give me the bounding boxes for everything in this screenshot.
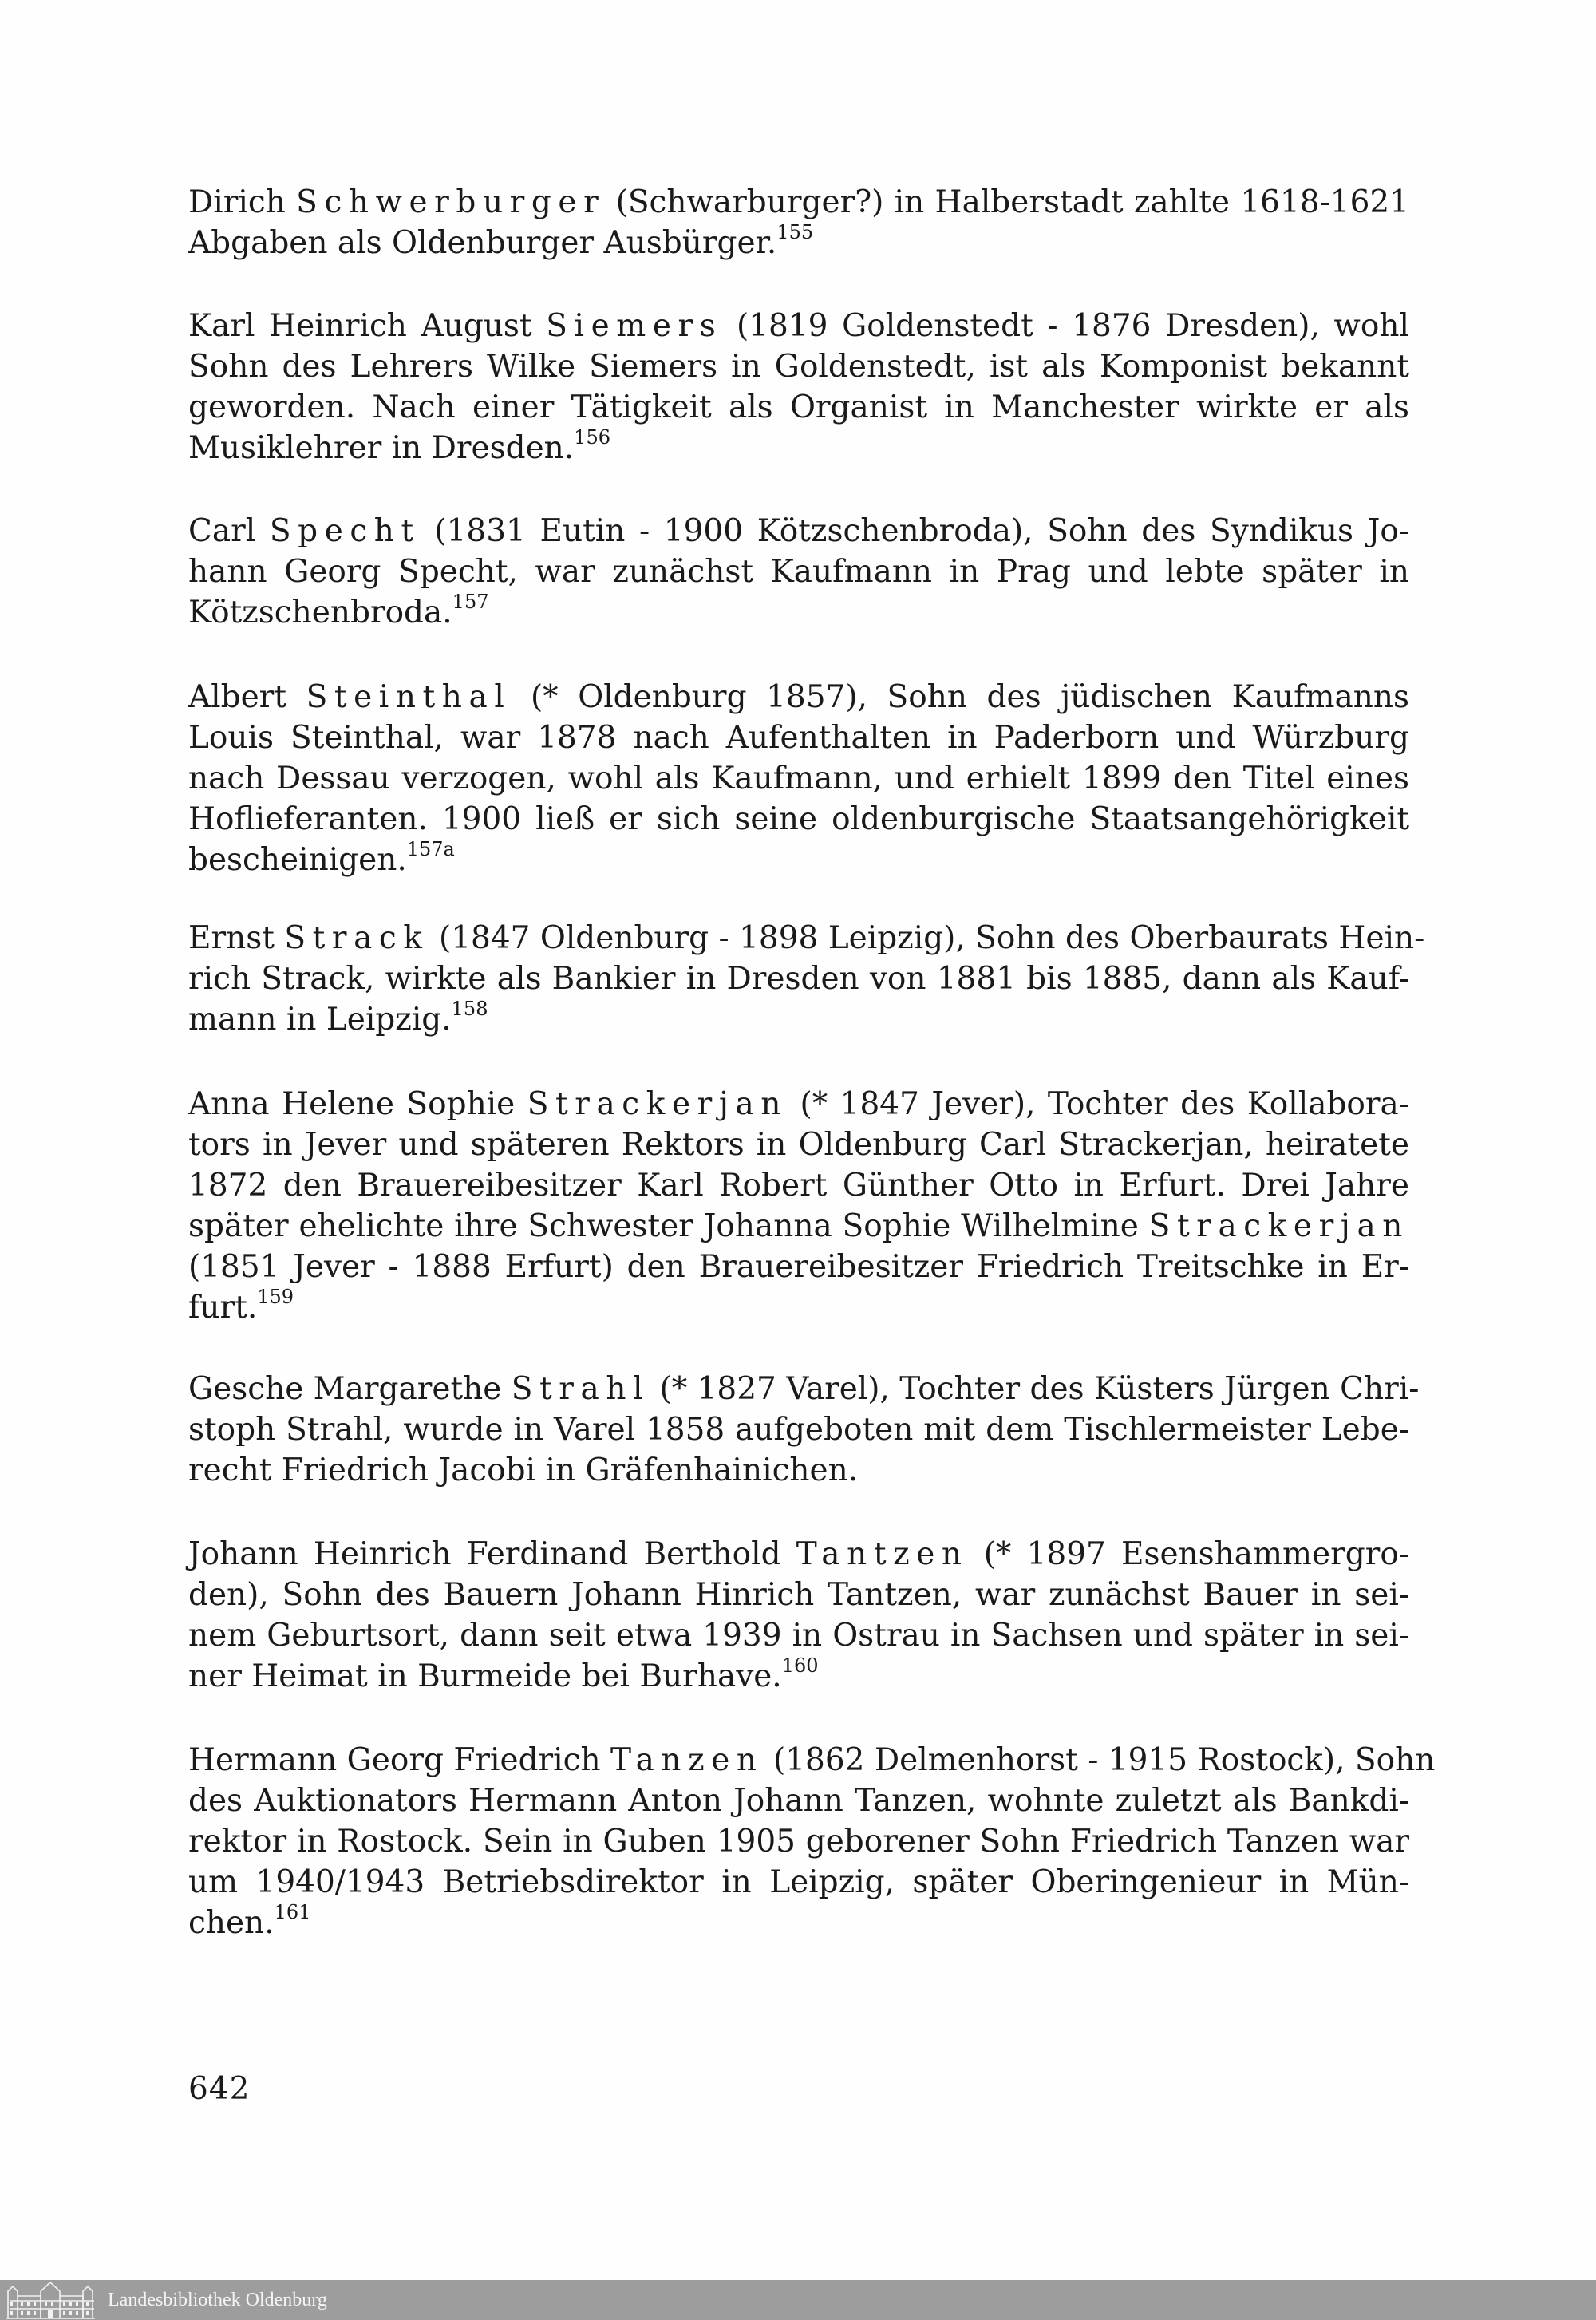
biography-entry — [188, 1740, 1436, 1943]
surname-spaced: Tanzen — [610, 1742, 764, 1778]
text-line — [188, 1575, 1409, 1615]
text-run: Kötzschenbroda. — [188, 595, 452, 630]
biography-entry — [188, 1084, 1409, 1328]
text-run: nach Dessau verzogen, wohl als Kaufmann, und erhielt 1899 den Titel eines — [188, 761, 1409, 796]
text-run: Albert — [188, 679, 306, 715]
surname-spaced: Siemers — [546, 308, 723, 344]
text-line — [188, 428, 1409, 468]
biography-entry — [188, 677, 1409, 880]
biography-entry — [188, 306, 1409, 468]
text-line — [188, 1534, 1409, 1575]
biography-entry — [188, 1369, 1420, 1491]
text-run: (Schwarburger?) in Halberstadt zahlte 1618-1621 — [605, 184, 1410, 220]
text-line — [188, 717, 1409, 758]
text-run: (1851 Jever - 1888 Erfurt) den Brauereibesitzer Friedrich Treitschke in Er- — [188, 1249, 1409, 1285]
text-line — [188, 758, 1409, 799]
text-line — [188, 999, 1409, 1040]
text-run: Ernst — [188, 920, 285, 956]
text-run: (1862 Delmenhorst - 1915 Rostock), Sohn — [763, 1742, 1436, 1778]
text-line — [188, 1656, 1409, 1697]
text-line — [188, 918, 1425, 958]
footnote-ref: 156 — [574, 426, 610, 449]
text-run: später ehelichte ihre Schwester Johanna Sophie Wilhelmine — [188, 1208, 1149, 1244]
footnote-ref: 157a — [406, 838, 455, 860]
text-run: Anna Helene Sophie — [188, 1086, 527, 1122]
text-line — [188, 592, 1409, 633]
text-line — [188, 1615, 1409, 1656]
text-run: furt. — [188, 1290, 258, 1326]
text-line — [188, 1409, 1409, 1450]
text-run: Dirich — [188, 184, 297, 220]
text-run: tors in Jever und späteren Rektors in Oldenburg Carl Strackerjan, heiratete — [188, 1127, 1409, 1163]
text-run: (1819 Goldenstedt - 1876 Dresden), wohl — [722, 308, 1409, 344]
text-run: Carl — [188, 513, 270, 549]
text-run: rektor in Rostock. Sein in Guben 1905 geborener Sohn Friedrich Tanzen war — [188, 1824, 1409, 1860]
text-line — [188, 840, 1409, 880]
text-run: den), Sohn des Bauern Johann Hinrich Tantzen, war zunächst Bauer in sei- — [188, 1577, 1409, 1613]
surname-spaced: Strackerjan — [1148, 1208, 1409, 1244]
text-run: ner Heimat in Burmeide bei Burhave. — [188, 1658, 782, 1694]
text-line — [188, 1084, 1409, 1124]
text-run: nem Geburtsort, dann seit etwa 1939 in Ostrau in Sachsen und später in sei- — [188, 1618, 1409, 1654]
library-name: Landesbibliothek Oldenburg — [108, 2289, 327, 2310]
text-run: Abgaben als Oldenburger Ausbürger. — [188, 225, 777, 261]
surname-spaced: Strahl — [511, 1371, 650, 1407]
text-run: geworden. Nach einer Tätigkeit als Organist in Manchester wirkte er als — [188, 389, 1409, 425]
text-line — [188, 511, 1409, 551]
text-line — [188, 551, 1409, 592]
footnote-ref: 158 — [451, 998, 488, 1020]
text-run: (* 1847 Jever), Tochter des Kollabora- — [788, 1086, 1409, 1122]
text-line — [188, 677, 1409, 717]
text-line — [188, 1124, 1409, 1165]
text-line — [188, 223, 1409, 263]
surname-spaced: Strackerjan — [527, 1086, 788, 1122]
text-run: bescheinigen. — [188, 842, 407, 878]
text-run: Gesche Margarethe — [188, 1371, 512, 1407]
text-line — [188, 346, 1409, 387]
footnote-ref: 155 — [776, 221, 814, 243]
text-line — [188, 1206, 1409, 1247]
biography-entry — [188, 918, 1425, 1040]
text-run: hann Georg Specht, war zunächst Kaufmann in Prag und lebte später in — [188, 554, 1409, 590]
footnote-ref: 161 — [274, 1901, 311, 1923]
text-line — [188, 1287, 1409, 1328]
page-number: 642 — [188, 2071, 251, 2107]
library-building-icon — [5, 2280, 97, 2320]
text-line — [188, 1450, 1409, 1491]
text-line — [188, 1821, 1409, 1862]
text-line — [188, 958, 1409, 999]
text-run: des Auktionators Hermann Anton Johann Tanzen, wohnte zuletzt als Bankdi- — [188, 1783, 1409, 1819]
biography-entry — [188, 182, 1409, 263]
surname-spaced: Tantzen — [796, 1536, 969, 1572]
footnote-ref: 159 — [257, 1286, 294, 1308]
biography-entry — [188, 1534, 1409, 1697]
text-line — [188, 306, 1409, 346]
text-line — [188, 182, 1409, 223]
text-run: Louis Steinthal, war 1878 nach Aufenthalten in Paderborn und Würzburg — [188, 720, 1409, 756]
text-line — [188, 387, 1409, 428]
text-run: Hoflieferanten. 1900 ließ er sich seine oldenburgische Staatsangehörigkeit — [188, 801, 1409, 837]
text-run: Hermann Georg Friedrich — [188, 1742, 611, 1778]
surname-spaced: Strack — [284, 920, 429, 956]
text-line — [188, 1165, 1409, 1206]
text-run: Sohn des Lehrers Wilke Siemers in Goldenstedt, ist als Komponist bekannt — [188, 349, 1409, 385]
text-run: Musiklehrer in Dresden. — [188, 430, 575, 466]
text-run: stoph Strahl, wurde in Varel 1858 aufgeboten mit dem Tischlermeister Lebe- — [188, 1412, 1409, 1448]
text-run: (1831 Eutin - 1900 Kötzschenbroda), Sohn des Syndikus Jo- — [420, 513, 1409, 549]
footnote-ref: 160 — [781, 1654, 819, 1677]
text-run: (* Oldenburg 1857), Sohn des jüdischen Kaufmanns — [511, 679, 1409, 715]
text-line — [188, 1781, 1409, 1821]
text-run: 1872 den Brauereibesitzer Karl Robert Günther Otto in Erfurt. Drei Jahre — [188, 1168, 1409, 1203]
text-line — [188, 1903, 1409, 1943]
surname-spaced: Specht — [269, 513, 421, 549]
text-line — [188, 1862, 1409, 1903]
footnote-ref: 157 — [452, 591, 489, 613]
surname-spaced: Schwerburger — [296, 184, 606, 220]
text-line — [188, 1369, 1420, 1409]
text-line — [188, 1247, 1409, 1287]
text-run: mann in Leipzig. — [188, 1002, 452, 1037]
text-run: Johann Heinrich Ferdinand Berthold — [188, 1536, 796, 1572]
text-run: chen. — [188, 1905, 275, 1941]
text-run: Karl Heinrich August — [188, 308, 547, 344]
text-line — [188, 799, 1409, 840]
text-run: (1847 Oldenburg - 1898 Leipzig), Sohn des Oberbaurats Hein- — [429, 920, 1425, 956]
text-run: rich Strack, wirkte als Bankier in Dresden von 1881 bis 1885, dann als Kauf- — [188, 961, 1409, 997]
biography-entry — [188, 511, 1409, 633]
text-run: recht Friedrich Jacobi in Gräfenhainichen. — [188, 1452, 859, 1488]
text-line — [188, 1740, 1436, 1781]
surname-spaced: Steinthal — [306, 679, 512, 715]
text-run: (* 1827 Varel), Tochter des Küsters Jürgen Chri- — [650, 1371, 1420, 1407]
text-run: (* 1897 Esenshammergro- — [968, 1536, 1409, 1572]
text-run: um 1940/1943 Betriebsdirektor in Leipzig, später Oberingenieur in Mün- — [188, 1864, 1409, 1900]
footer-bar — [0, 2280, 1596, 2320]
